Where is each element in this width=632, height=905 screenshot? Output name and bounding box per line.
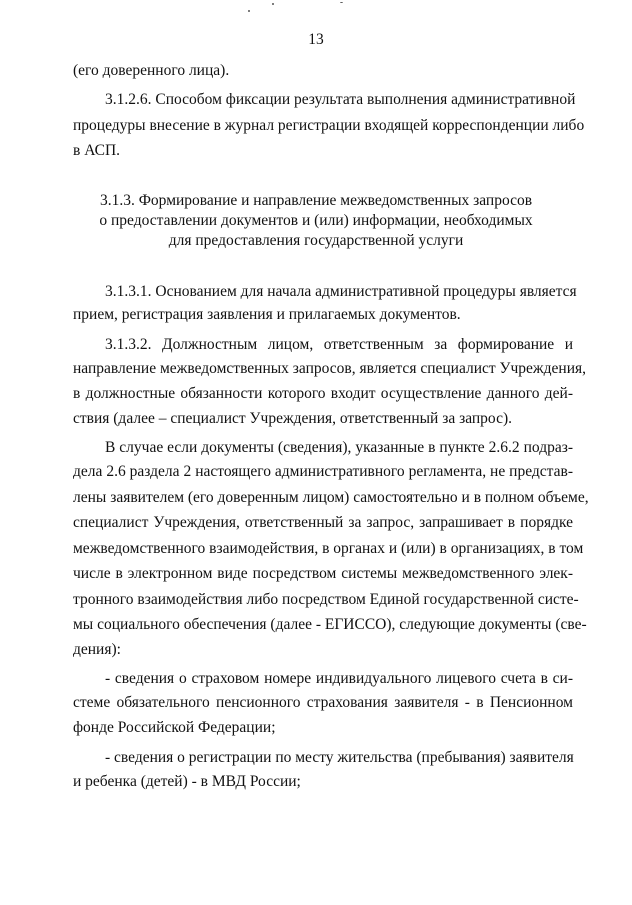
text-line: направление межведомственных запросов, является специалист Учреждения, [73,360,587,377]
text-line: тронного взаимодействия либо посредством Единой государственной систе- [73,591,579,608]
text-line: ствия (далее – специалист Учреждения, ответственный за запрос). [73,410,512,427]
list-item-line: фонде Российской Федерации; [73,719,276,736]
text-line: специалист Учреждения, ответственный за запрос, запрашивает в порядке [73,514,573,531]
text-line: прием, регистрация заявления и прилагаемых документов. [73,306,461,323]
page-number: 13 [308,31,324,48]
text-line: процедуры внесение в журнал регистрации входящей корреспонденции либо [73,117,585,134]
text-line: В случае если документы (сведения), указанные в пункте 2.6.2 подраз- [105,439,573,456]
section-heading-line: о предоставлении документов и (или) информации, необходимых [99,212,533,229]
text-line: (его доверенного лица). [73,62,230,79]
list-item-line: стеме обязательного пенсионного страхования заявителя - в Пенсионном [73,694,573,711]
text-line: дения): [73,641,121,658]
list-item-line: - сведения о регистрации по месту жительства (пребывания) заявителя [105,749,574,766]
text-line: лены заявителем (его доверенным лицом) самостоятельно и в полном объеме, [73,489,589,506]
scan-speck [272,3,274,5]
text-line: в АСП. [73,142,121,159]
scan-speck [340,2,343,3]
list-item-line: - сведения о страховом номере индивидуального лицевого счета в си- [105,670,573,687]
text-line: 3.1.2.6. Способом фиксации результата выполнения административной [105,91,576,108]
section-heading-line: 3.1.3. Формирование и направление межведомственных запросов [99,192,533,209]
scan-speck [248,10,250,12]
text-line: в должностные обязанности которого входит осуществление данного дей- [73,385,573,402]
text-line: 3.1.3.2. Должностным лицом, ответственным за формирование и [105,336,573,353]
text-line: мы социального обеспечения (далее - ЕГИССО), следующие документы (све- [73,616,587,633]
text-line: дела 2.6 раздела 2 настоящего административного регламента, не представ- [73,463,573,480]
text-line: 3.1.3.1. Основанием для начала административной процедуры является [105,283,577,300]
text-line: межведомственного взаимодействия, в органах и (или) в организациях, в том [73,540,584,557]
text-line: числе в электронном виде посредством системы межведомственного элек- [73,565,573,582]
section-heading-line: для предоставления государственной услуги [168,232,464,249]
list-item-line: и ребенка (детей) - в МВД России; [73,773,301,790]
